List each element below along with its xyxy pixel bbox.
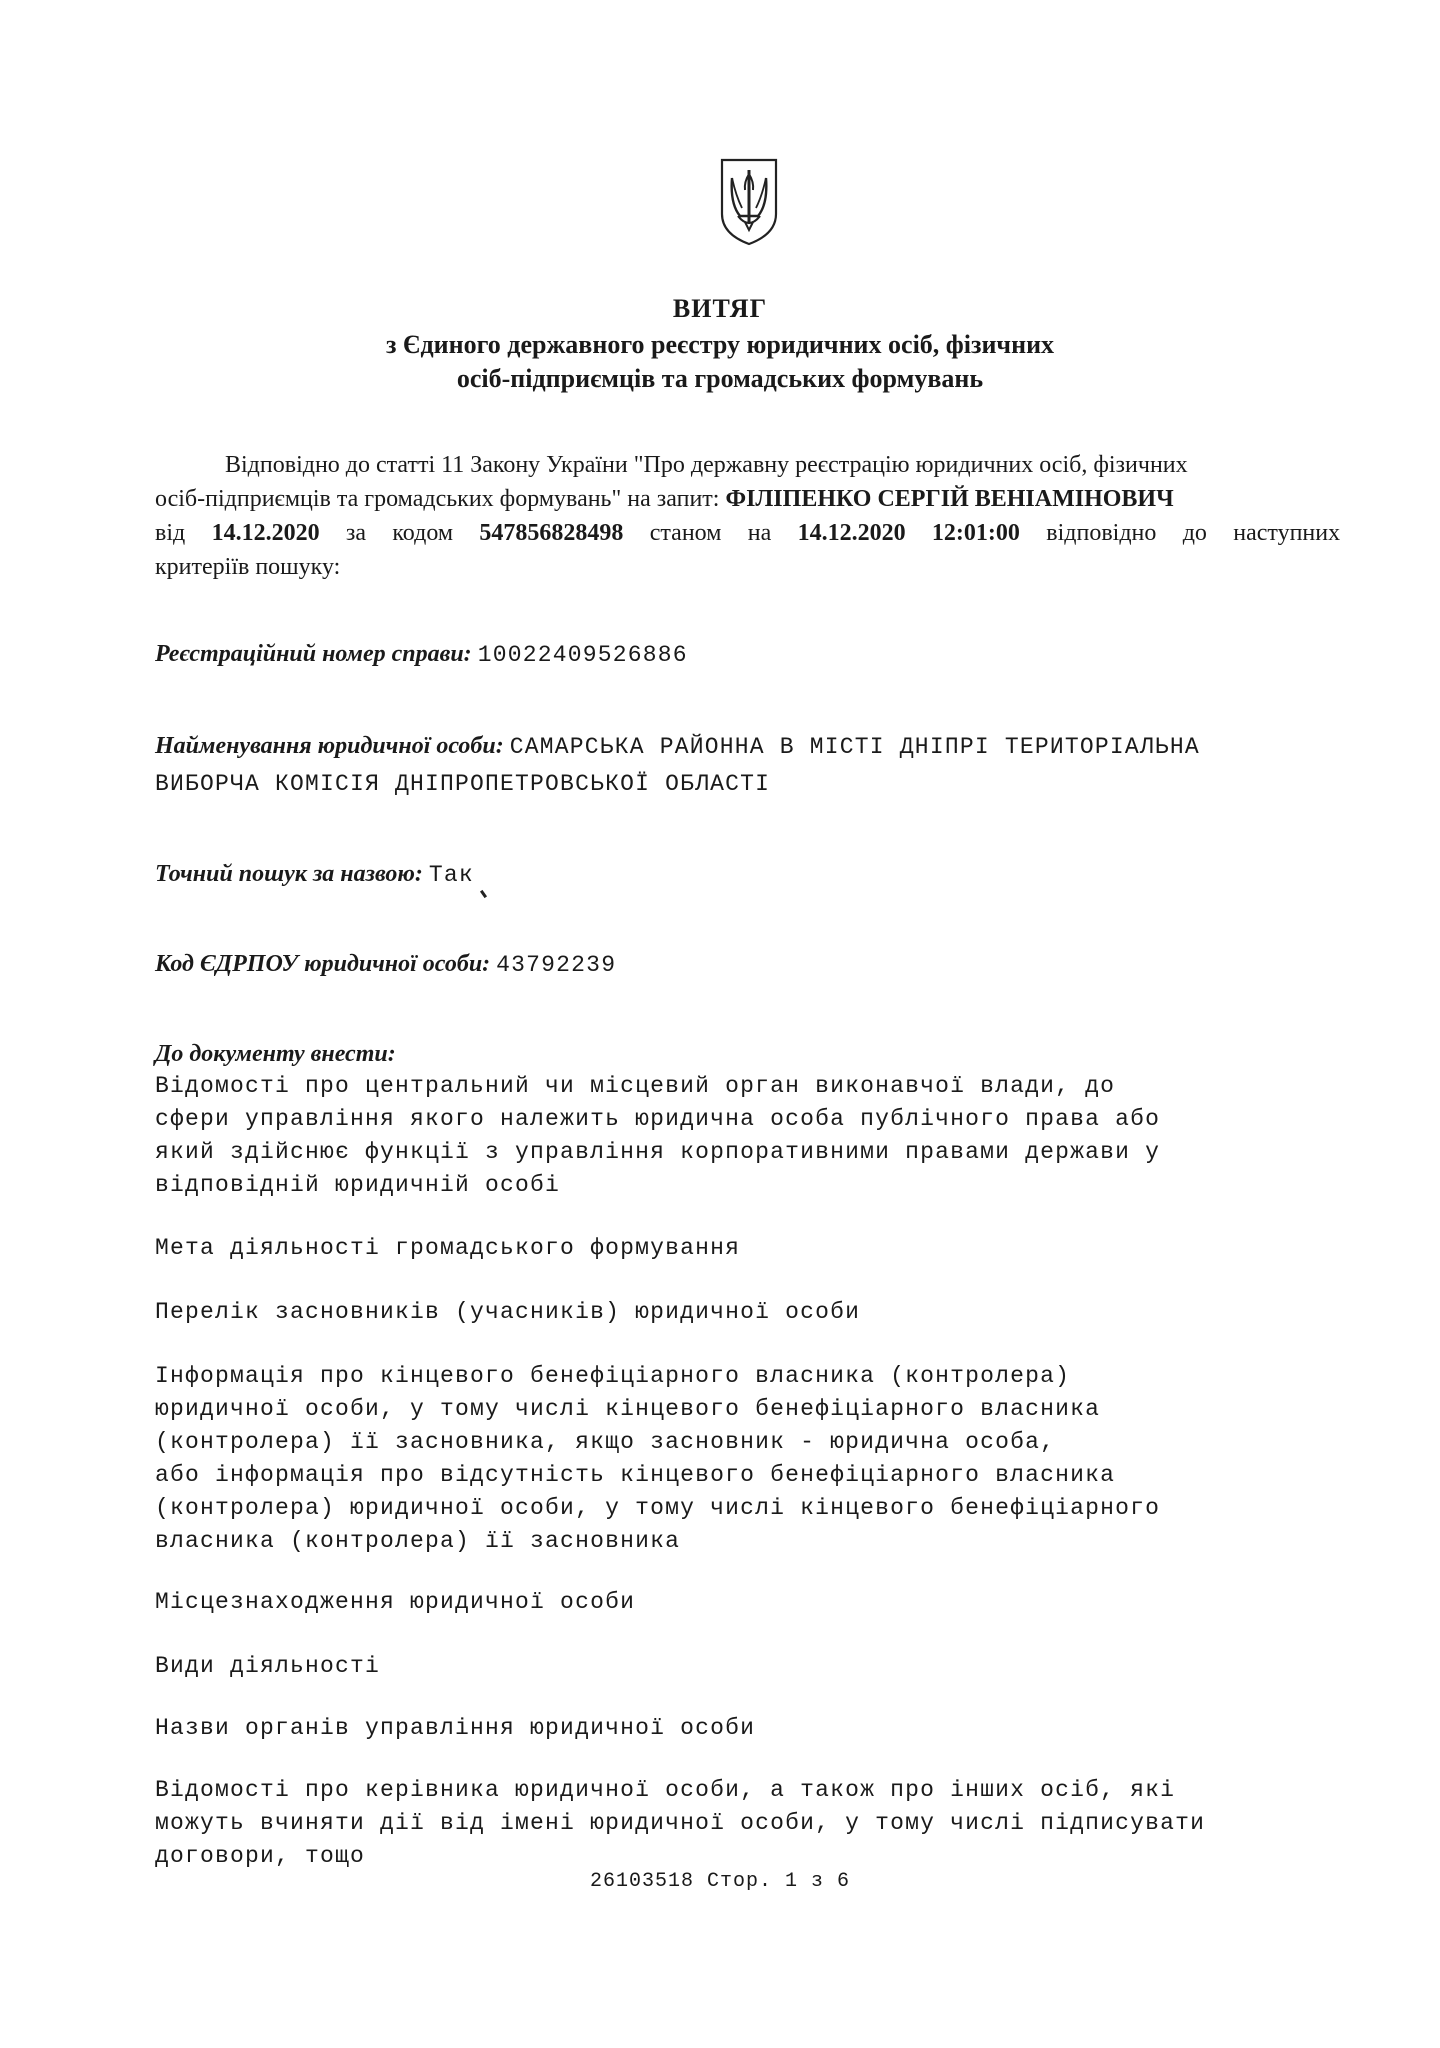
page-footer: 26103518 Стор. 1 з 6 (589, 1870, 851, 1893)
include-item-1-line: Відомості про центральний чи місцевий орган виконавчої влади, до (155, 1073, 1116, 1099)
include-item-5 (155, 1586, 1355, 1619)
intro-code-label: за кодом (345, 520, 454, 546)
include-heading-field (155, 1036, 1355, 1072)
include-item-7 (155, 1712, 1355, 1745)
include-item-2-line: Мета діяльності громадського формування (155, 1235, 741, 1261)
edrpou-label: Код ЄДРПОУ юридичної особи: (155, 951, 491, 977)
include-item-1-line: відповідній юридичній особі (155, 1172, 561, 1198)
intro-state-label: станом на (649, 520, 772, 546)
include-item-4-line: або інформація про відсутність кінцевого бенефіціарного власника (155, 1462, 1116, 1488)
include-item-8-line: договори, тощо (155, 1843, 366, 1869)
intro-paragraph (155, 448, 1340, 584)
include-item-8 (155, 1774, 1355, 1873)
include-item-3 (155, 1296, 1355, 1329)
state-datetime: 14.12.2020 12:01:00 (797, 520, 1020, 546)
include-item-4-line: (контролера) юридичної особи, у тому числі кінцевого бенефіціарного (155, 1495, 1161, 1521)
exact-search-field (155, 856, 1355, 893)
request-code: 547856828498 (479, 520, 624, 546)
intro-line3 (155, 516, 1340, 550)
document-title: ВИТЯГ (672, 294, 768, 323)
intro-from: від (155, 520, 186, 546)
case-number-value: 10022409526886 (477, 642, 688, 668)
document-subtitle-line2: осіб-підприємців та громадських формувань (456, 364, 984, 393)
entity-name-label: Найменування юридичної особи: (155, 733, 504, 759)
intro-line4: критеріїв пошуку: (155, 554, 341, 580)
include-item-7-line: Назви органів управління юридичної особи (155, 1715, 756, 1741)
include-item-6-line: Види діяльності (155, 1653, 381, 1679)
edrpou-field (155, 946, 1355, 983)
include-item-4 (155, 1360, 1355, 1558)
edrpou-value: 43792239 (496, 952, 617, 978)
coat-of-arms-icon (718, 156, 780, 246)
include-item-3-line: Перелік засновників (учасників) юридичної особи (155, 1299, 861, 1325)
include-item-8-line: Відомості про керівника юридичної особи, а також про інших осіб, які (155, 1777, 1176, 1803)
requester-name: ФІЛІПЕНКО СЕРГІЙ ВЕНІАМІНОВИЧ (725, 486, 1174, 512)
entity-name-line1: САМАРСЬКА РАЙОННА В МІСТІ ДНІПРІ ТЕРИТОРІАЛЬНА (509, 734, 1200, 760)
entity-name-line2: ВИБОРЧА КОМІСІЯ ДНІПРОПЕТРОВСЬКОЇ ОБЛАСТІ (155, 771, 771, 797)
case-number-field (155, 636, 1355, 673)
document-subtitle-line1: з Єдиного державного реєстру юридичних осіб, фізичних (385, 330, 1055, 359)
include-item-2 (155, 1232, 1355, 1265)
intro-line2-text: осіб-підприємців та громадських формувань" на запит: (155, 486, 726, 512)
include-label: До документу внести: (155, 1041, 396, 1067)
include-item-1-line: який здійснює функції з управління корпоративними правами держави у (155, 1139, 1161, 1165)
include-item-1 (155, 1070, 1355, 1202)
case-number-label: Реєстраційний номер справи: (155, 641, 472, 667)
include-item-4-line: Інформація про кінцевого бенефіціарного власника (контролера) (155, 1363, 1071, 1389)
exact-search-value: Так (428, 862, 474, 888)
entity-name-field (155, 728, 1355, 802)
intro-line3-tail: відповідно до наступних (1046, 520, 1341, 546)
include-item-6 (155, 1650, 1355, 1683)
include-item-5-line: Місцезнаходження юридичної особи (155, 1589, 636, 1615)
include-item-8-line: можуть вчиняти дії від імені юридичної особи, у тому числі підписувати (155, 1810, 1206, 1836)
intro-line2 (155, 482, 1340, 516)
exact-search-label: Точний пошук за назвою: (155, 861, 423, 887)
intro-line1: Відповідно до статті 11 Закону України "Про державну реєстрацію юридичних осіб, фізичних (225, 452, 1188, 478)
include-item-4-line: (контролера) її засновника, якщо засновник - юридична особа, (155, 1429, 1056, 1455)
include-item-1-line: сфери управління якого належить юридична особа публічного права або (155, 1106, 1161, 1132)
request-date: 14.12.2020 (211, 520, 320, 546)
include-item-4-line: власника (контролера) її засновника (155, 1528, 681, 1554)
include-item-4-line: юридичної особи, у тому числі кінцевого бенефіціарного власника (155, 1396, 1101, 1422)
